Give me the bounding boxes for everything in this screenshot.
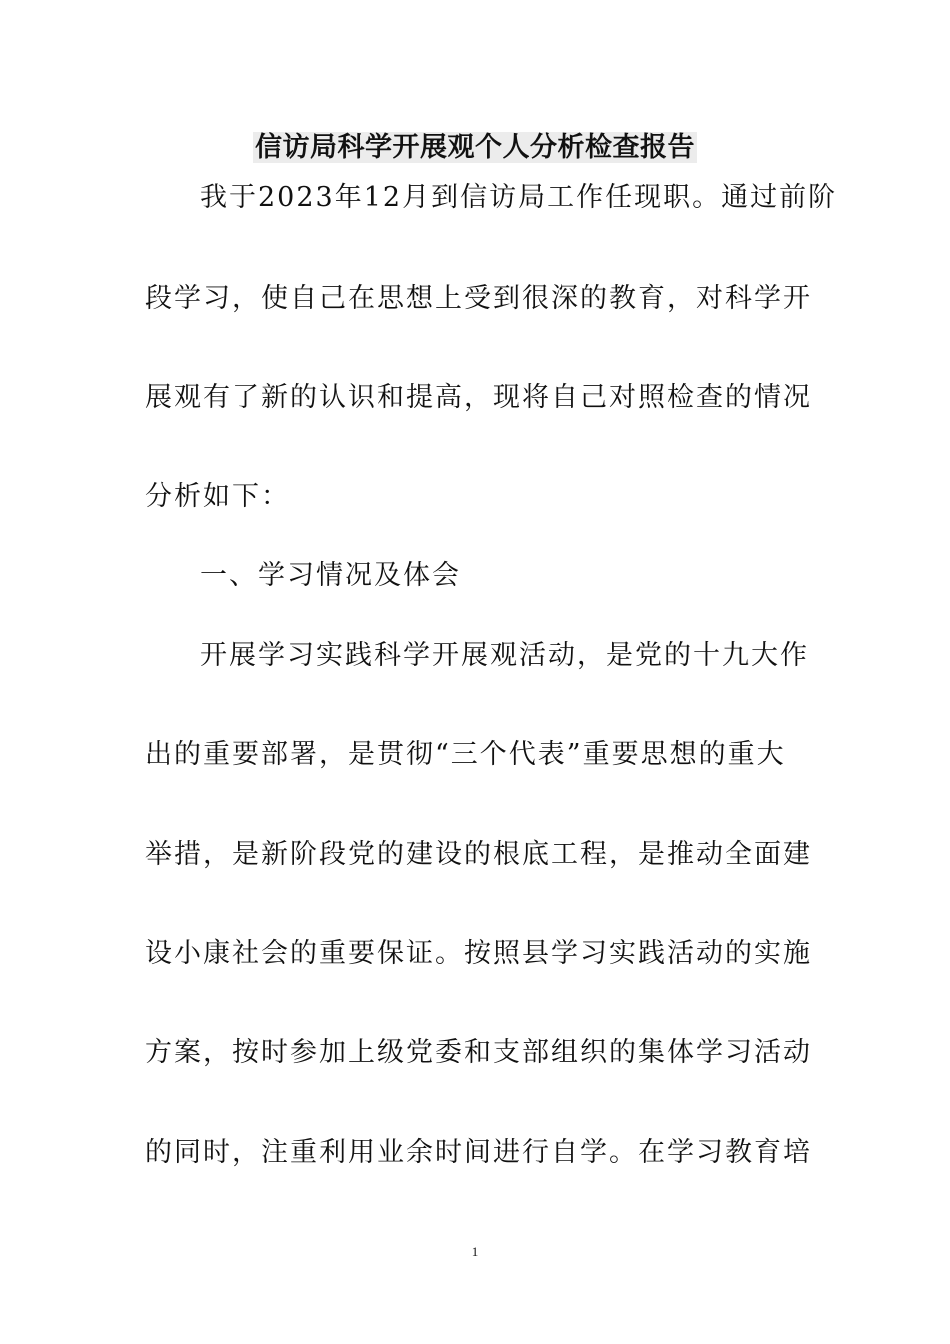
section-heading: 一、学习情况及体会 xyxy=(200,560,461,591)
paragraph-line: 设小康社会的重要保证。按照县学习实践活动的实施 xyxy=(145,938,812,969)
paragraph-line: 方案，按时参加上级党委和支部组织的集体学习活动 xyxy=(145,1037,812,1068)
paragraph-line: 开展学习实践科学开展观活动，是党的十九大作 xyxy=(200,640,809,671)
paragraph-line: 出的重要部署，是贯彻“三个代表”重要思想的重大 xyxy=(145,739,786,770)
title-text: 信访局科学开展观个人分析检查报告 xyxy=(255,132,695,163)
paragraph-line: 我于2023年12月到信访局工作任现职。通过前阶 xyxy=(200,182,838,213)
paragraph-line: 的同时，注重利用业余时间进行自学。在学习教育培 xyxy=(145,1137,812,1168)
page-number: 1 xyxy=(471,1244,479,1259)
paragraph-line: 分析如下： xyxy=(145,481,290,512)
paragraph-line: 展观有了新的认识和提高，现将自己对照检查的情况 xyxy=(145,382,812,413)
document-title xyxy=(0,128,950,168)
paragraph-line: 举措，是新阶段党的建设的根底工程，是推动全面建 xyxy=(145,839,812,870)
paragraph-line: 段学习，使自己在思想上受到很深的教育，对科学开 xyxy=(145,283,812,314)
